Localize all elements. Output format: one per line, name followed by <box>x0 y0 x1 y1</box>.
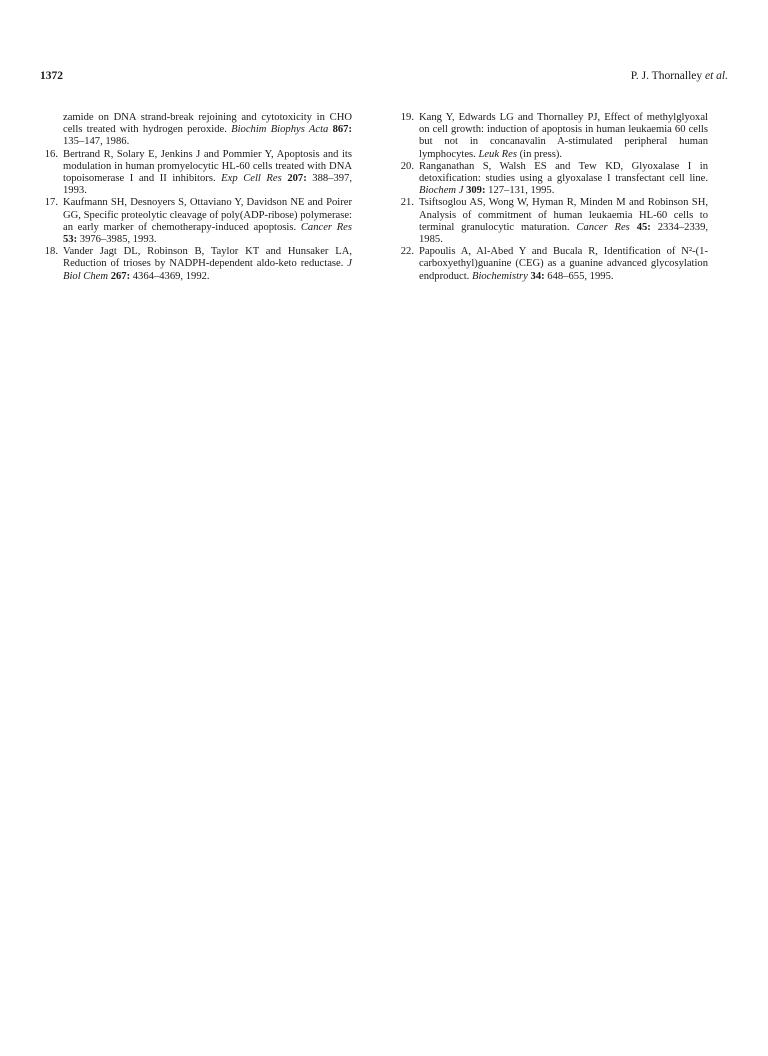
reference-volume: 867: <box>332 124 352 136</box>
reference-volume: 45: <box>636 221 651 233</box>
reference-number: 16. <box>44 148 58 160</box>
running-head-authors: P. J. Thornalley <box>630 70 703 82</box>
reference-16 <box>40 149 352 198</box>
reference-journal: J Biol Chem <box>63 258 352 282</box>
reference-text: Kaufmann SH, Desnoyers S, Ottaviano Y, Davidson NE and Poirer GG, Specific proteolytic cleavage of poly(ADP-ribose) polymerase: an early marker of chemotherapy-induced apoptosis. <box>63 197 352 233</box>
reference-number: 20. <box>400 160 414 172</box>
reference-pages: (in press). <box>516 148 562 160</box>
reference-17 <box>40 197 352 246</box>
reference-volume: 267: <box>110 270 131 282</box>
reference-journal: Biochim Biophys Acta <box>231 124 329 136</box>
reference-text: Bertrand R, Solary E, Jenkins J and Pommier Y, Apoptosis and its modulation in human promyelocytic HL-60 cells treated with DNA topoisomerase I and II inhibitors. <box>63 148 352 185</box>
reference-number: 22. <box>400 246 414 258</box>
reference-journal: Exp Cell Res <box>221 173 282 185</box>
reference-22 <box>396 246 708 283</box>
reference-volume: 309: <box>466 185 486 197</box>
reference-text: Papoulis A, Al-Abed Y and Bucala R, Identification of N²-(1-carboxyethyl)guanine (CEG) as a guanine advanced glycosylation endproduct. <box>419 246 708 282</box>
reference-text: Vander Jagt DL, Robinson B, Taylor KT and Hunsaker LA, Reduction of trioses by NADPH-dependent aldo-keto reductase. <box>63 246 352 270</box>
reference-journal: Cancer Res <box>300 221 352 233</box>
reference-text: Tsiftsoglou AS, Wong W, Hyman R, Minden M and Robinson SH, Analysis of commitment of human leukaemia HL-60 cells to terminal granulocytic maturation. <box>419 197 708 233</box>
reference-pages: 3976–3985, 1993. <box>77 234 157 246</box>
reference-number: 18. <box>44 246 58 258</box>
reference-journal: Biochem J <box>419 185 464 197</box>
reference-20 <box>396 161 708 198</box>
reference-text: Kang Y, Edwards LG and Thornalley PJ, Effect of methylglyoxal on cell growth: induction of apoptosis in human leukaemia 60 cells but not in concanavalin A-stimulated peripheral human lymphocytes. <box>419 112 708 160</box>
reference-text: zamide on DNA strand-break rejoining and cytotoxicity in CHO cells treated with hydrogen peroxide. <box>63 112 352 136</box>
page-number: 1372 <box>40 70 63 82</box>
reference-pages: 127–131, 1995. <box>485 185 555 197</box>
reference-pages: 388–397, 1993. <box>63 173 353 197</box>
reference-21 <box>396 197 708 246</box>
references-right-column <box>396 112 708 283</box>
reference-volume: 207: <box>287 173 307 185</box>
reference-18 <box>40 246 352 283</box>
reference-journal: Leuk Res <box>478 148 517 160</box>
running-head <box>631 70 728 82</box>
running-head-etal: et al. <box>705 70 728 82</box>
reference-journal: Cancer Res <box>576 221 630 233</box>
reference-volume: 53: <box>63 234 78 246</box>
references-left-column <box>40 112 352 283</box>
reference-continuation <box>40 112 352 149</box>
reference-text: Ranganathan S, Walsh ES and Tew KD, Glyoxalase I in detoxification: studies using a glyoxalase I transfectant cell line. <box>419 160 708 185</box>
reference-19 <box>396 112 708 161</box>
reference-journal: Biochemistry <box>471 270 528 282</box>
reference-volume: 34: <box>530 270 545 282</box>
reference-number: 17. <box>44 197 58 209</box>
reference-pages: 648–655, 1995. <box>544 270 614 282</box>
reference-number: 19. <box>400 112 414 123</box>
reference-pages: 135–147, 1986. <box>63 136 130 148</box>
reference-number: 21. <box>400 197 414 209</box>
reference-pages: 4364–4369, 1992. <box>130 270 210 282</box>
reference-pages: 2334–2339, 1985. <box>419 221 709 246</box>
